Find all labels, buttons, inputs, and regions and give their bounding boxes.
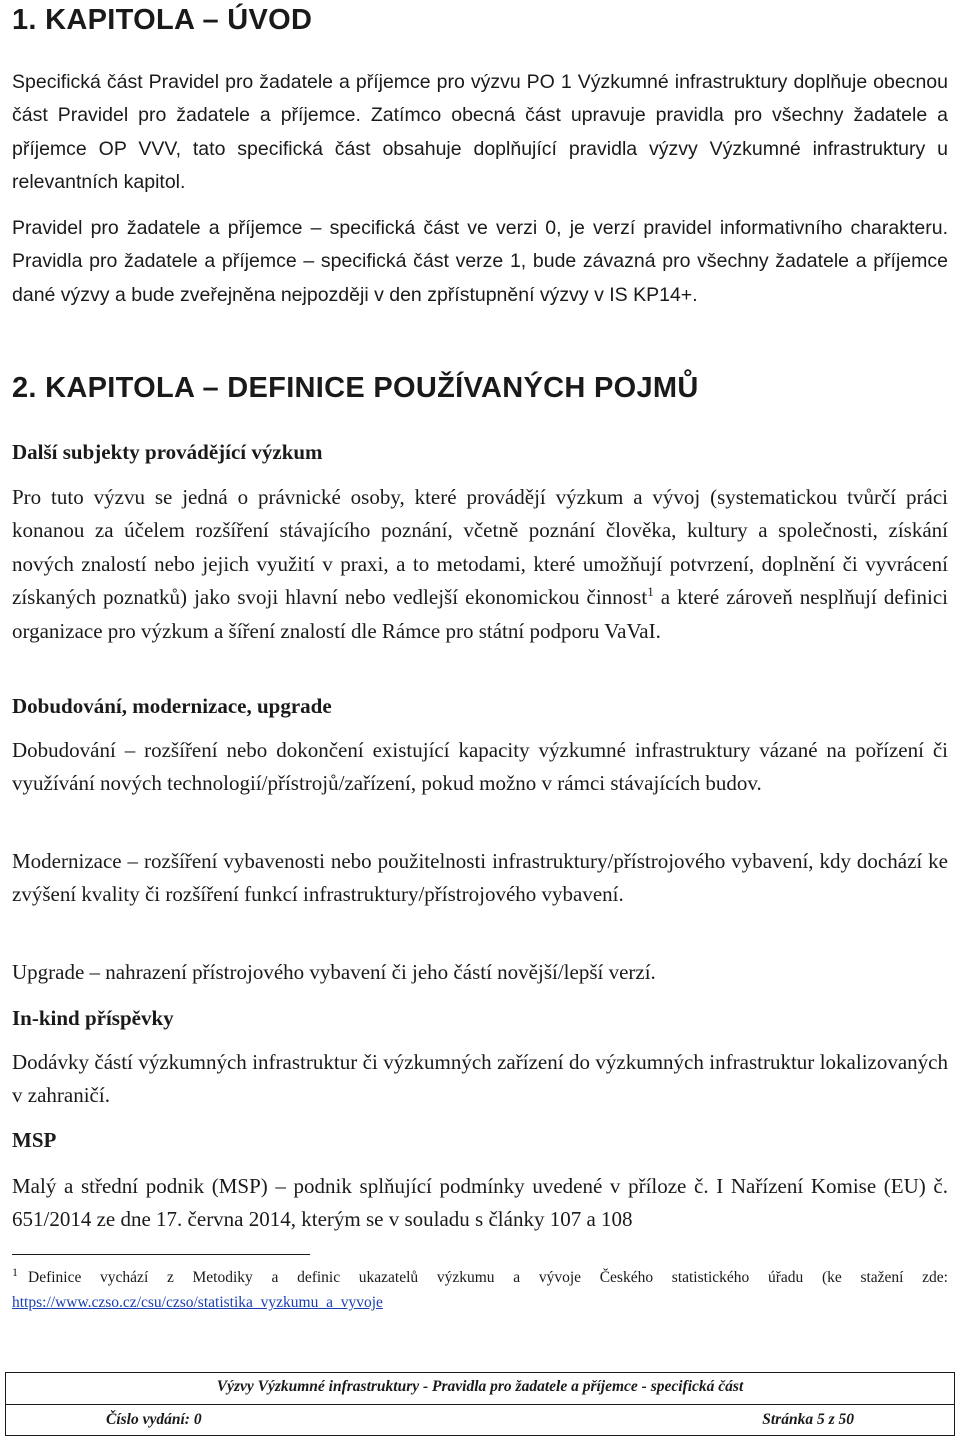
term-1-text-continued: a které zároveň nesplňují definici organizace pro výzkum a šíření znalostí dle Rámce pro státní podporu VaVaI. — [12, 585, 948, 643]
term-4-paragraph-1: Malý a střední podnik (MSP) – podnik splňující podmínky uvedené v příloze č. I Nařízení Komise (EU) č. 651/2014 ze dne 17. června 2014, kterým se v souladu s články 107 a 108 — [12, 1174, 948, 1232]
footnote-number: 1 — [12, 1264, 18, 1279]
term-2-paragraph-1: Dobudování – rozšíření nebo dokončení existující kapacity výzkumné infrastruktury vázané na pořízení či využívání nových technologií/přístrojů/zařízení, pokud možno v rámci stávajících budov. — [12, 738, 948, 796]
footnote-text: Definice vychází z Metodiky a definic ukazatelů výzkumu a vývoje Českého statistického úřadu (ke stažení zde: — [28, 1269, 948, 1286]
footnote-link[interactable]: https://www.czso.cz/csu/czso/statistika_vyzkumu_a_vyvoje — [12, 1294, 383, 1311]
footer-divider — [6, 1404, 954, 1405]
footer-page-number: Stránka 5 z 50 — [762, 1411, 854, 1428]
term-1-title: Další subjekty provádějící výzkum — [12, 440, 323, 464]
term-3-paragraph-1: Dodávky částí výzkumných infrastruktur či výzkumných zařízení do výzkumných infrastruktur lokalizovaných v zahraničí. — [12, 1050, 948, 1108]
footnote-divider — [12, 1254, 310, 1255]
chapter-1-paragraph-2: Pravidel pro žadatele a příjemce – specifická část ve verzi 0, je verzí pravidel informativního charakteru. Pravidla pro žadatele a příjemce – specifická část verze 1, bude závazná pro všechny žadatele a příjemce dané výzvy a bude zveřejněna nejpozději v den zpřístupnění výzvy v IS KP14+. — [12, 217, 948, 306]
term-2-paragraph-3: Upgrade – nahrazení přístrojového vybavení či jeho částí novější/lepší verzí. — [12, 960, 656, 984]
chapter-1-paragraph-1: Specifická část Pravidel pro žadatele a příjemce pro výzvu PO 1 Výzkumné infrastruktury doplňuje obecnou část Pravidel pro žadatele a příjemce. Zatímco obecná část upravuje pravidla pro všechny žadatele a příjemce OP VVV, tato specifická část obsahuje doplňující pravidla výzvy Výzkumné infrastruktury u relevantních kapitol. — [12, 71, 948, 194]
term-1-text: Pro tuto výzvu se jedná o právnické osoby, které provádějí výzkum a vývoj (systematickou tvůrčí práci konanou za účelem rozšíření stávajícího poznání, včetně poznání člověka, kultury a společnosti, získání nových znalostí nebo jejich využití v praxi, a to metodami, které umožňují potvrzení, doplnění či vyvrácení získaných poznatků) jako svoji hlavní nebo vedlejší ekonomickou činnost — [12, 485, 948, 610]
term-1-definition — [12, 481, 948, 648]
footer-edition: Číslo vydání: 0 — [106, 1411, 202, 1428]
chapter-2-heading: 2. KAPITOLA – DEFINICE POUŽÍVANÝCH POJMŮ — [12, 372, 699, 404]
term-4-title: MSP — [12, 1128, 57, 1152]
footnote-reference[interactable]: 1 — [647, 584, 654, 600]
term-2-paragraph-2: Modernizace – rozšíření vybavenosti nebo použitelnosti infrastruktury/přístrojového vybavení, kdy dochází ke zvýšení kvality či rozšíření funkcí infrastruktury/přístrojového vybavení. — [12, 849, 948, 907]
term-2-title: Dobudování, modernizace, upgrade — [12, 694, 332, 718]
term-3-title: In-kind příspěvky — [12, 1006, 174, 1030]
chapter-1-heading: 1. KAPITOLA – ÚVOD — [12, 4, 313, 36]
footer-title: Výzvy Výzkumné infrastruktury - Pravidla pro žadatele a příjemce - specifická část — [216, 1378, 744, 1395]
page-footer — [5, 1372, 955, 1436]
footnote — [12, 1265, 948, 1315]
